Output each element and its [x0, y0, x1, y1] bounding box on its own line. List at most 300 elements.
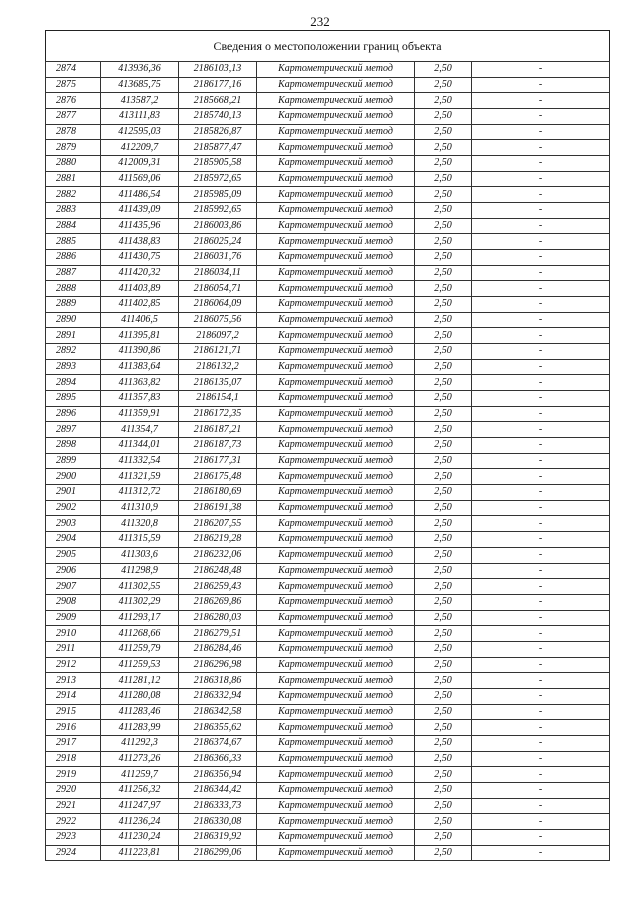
- description-cell: -: [472, 532, 610, 548]
- y-coordinate-cell: 2186284,46: [179, 641, 257, 657]
- table-row: [46, 438, 610, 454]
- description-cell: -: [472, 109, 610, 125]
- table-row: [46, 516, 610, 532]
- description-cell: -: [472, 814, 610, 830]
- method-cell: Картометрический метод: [257, 187, 415, 203]
- table-row: [46, 453, 610, 469]
- description-cell: -: [472, 829, 610, 845]
- x-coordinate-cell: 411303,6: [101, 547, 179, 563]
- x-coordinate-cell: 411569,06: [101, 171, 179, 187]
- x-coordinate-cell: 411438,83: [101, 234, 179, 250]
- y-coordinate-cell: 2186248,48: [179, 563, 257, 579]
- y-coordinate-cell: 2186003,86: [179, 218, 257, 234]
- x-coordinate-cell: 411395,81: [101, 328, 179, 344]
- method-cell: Картометрический метод: [257, 453, 415, 469]
- point-number-cell: 2886: [46, 250, 101, 266]
- point-number-cell: 2874: [46, 62, 101, 78]
- coordinates-table: [45, 61, 610, 861]
- description-cell: -: [472, 140, 610, 156]
- x-coordinate-cell: 411383,64: [101, 359, 179, 375]
- accuracy-cell: 2,50: [415, 438, 472, 454]
- method-cell: Картометрический метод: [257, 438, 415, 454]
- accuracy-cell: 2,50: [415, 312, 472, 328]
- y-coordinate-cell: 2186296,98: [179, 657, 257, 673]
- accuracy-cell: 2,50: [415, 673, 472, 689]
- description-cell: -: [472, 720, 610, 736]
- description-cell: -: [472, 547, 610, 563]
- x-coordinate-cell: 411283,99: [101, 720, 179, 736]
- y-coordinate-cell: 2186319,92: [179, 829, 257, 845]
- method-cell: Картометрический метод: [257, 845, 415, 861]
- method-cell: Картометрический метод: [257, 798, 415, 814]
- y-coordinate-cell: 2186075,56: [179, 312, 257, 328]
- table-row: [46, 626, 610, 642]
- x-coordinate-cell: 411354,7: [101, 422, 179, 438]
- y-coordinate-cell: 2186330,08: [179, 814, 257, 830]
- x-coordinate-cell: 411403,89: [101, 281, 179, 297]
- point-number-cell: 2894: [46, 375, 101, 391]
- table-body: [46, 62, 610, 861]
- method-cell: Картометрический метод: [257, 140, 415, 156]
- description-cell: -: [472, 203, 610, 219]
- point-number-cell: 2881: [46, 171, 101, 187]
- accuracy-cell: 2,50: [415, 469, 472, 485]
- x-coordinate-cell: 411439,09: [101, 203, 179, 219]
- table-row: [46, 814, 610, 830]
- method-cell: Картометрический метод: [257, 829, 415, 845]
- point-number-cell: 2882: [46, 187, 101, 203]
- x-coordinate-cell: 411293,17: [101, 610, 179, 626]
- x-coordinate-cell: 411259,79: [101, 641, 179, 657]
- point-number-cell: 2904: [46, 532, 101, 548]
- method-cell: Картометрический метод: [257, 218, 415, 234]
- point-number-cell: 2919: [46, 767, 101, 783]
- accuracy-cell: 2,50: [415, 297, 472, 313]
- accuracy-cell: 2,50: [415, 547, 472, 563]
- method-cell: Картометрический метод: [257, 422, 415, 438]
- point-number-cell: 2889: [46, 297, 101, 313]
- table-row: [46, 657, 610, 673]
- method-cell: Картометрический метод: [257, 297, 415, 313]
- y-coordinate-cell: 2186172,35: [179, 406, 257, 422]
- accuracy-cell: 2,50: [415, 187, 472, 203]
- description-cell: -: [472, 657, 610, 673]
- description-cell: -: [472, 673, 610, 689]
- accuracy-cell: 2,50: [415, 563, 472, 579]
- accuracy-cell: 2,50: [415, 77, 472, 93]
- description-cell: -: [472, 469, 610, 485]
- point-number-cell: 2918: [46, 751, 101, 767]
- y-coordinate-cell: 2186366,33: [179, 751, 257, 767]
- table-row: [46, 250, 610, 266]
- description-cell: -: [472, 798, 610, 814]
- description-cell: -: [472, 610, 610, 626]
- accuracy-cell: 2,50: [415, 485, 472, 501]
- description-cell: -: [472, 156, 610, 172]
- description-cell: -: [472, 62, 610, 78]
- method-cell: Картометрический метод: [257, 375, 415, 391]
- y-coordinate-cell: 2186342,58: [179, 704, 257, 720]
- accuracy-cell: 2,50: [415, 704, 472, 720]
- y-coordinate-cell: 2186318,86: [179, 673, 257, 689]
- point-number-cell: 2891: [46, 328, 101, 344]
- accuracy-cell: 2,50: [415, 594, 472, 610]
- x-coordinate-cell: 411332,54: [101, 453, 179, 469]
- method-cell: Картометрический метод: [257, 62, 415, 78]
- description-cell: -: [472, 171, 610, 187]
- table-row: [46, 281, 610, 297]
- method-cell: Картометрический метод: [257, 328, 415, 344]
- accuracy-cell: 2,50: [415, 767, 472, 783]
- accuracy-cell: 2,50: [415, 720, 472, 736]
- table-row: [46, 62, 610, 78]
- y-coordinate-cell: 2186025,24: [179, 234, 257, 250]
- method-cell: Картометрический метод: [257, 579, 415, 595]
- table-row: [46, 406, 610, 422]
- x-coordinate-cell: 411268,66: [101, 626, 179, 642]
- y-coordinate-cell: 2185992,65: [179, 203, 257, 219]
- table-row: [46, 845, 610, 861]
- method-cell: Картометрический метод: [257, 485, 415, 501]
- method-cell: Картометрический метод: [257, 344, 415, 360]
- x-coordinate-cell: 411236,24: [101, 814, 179, 830]
- accuracy-cell: 2,50: [415, 735, 472, 751]
- table-row: [46, 547, 610, 563]
- x-coordinate-cell: 412595,03: [101, 124, 179, 140]
- x-coordinate-cell: 411390,86: [101, 344, 179, 360]
- y-coordinate-cell: 2186103,13: [179, 62, 257, 78]
- accuracy-cell: 2,50: [415, 626, 472, 642]
- accuracy-cell: 2,50: [415, 657, 472, 673]
- point-number-cell: 2875: [46, 77, 101, 93]
- y-coordinate-cell: 2185826,87: [179, 124, 257, 140]
- accuracy-cell: 2,50: [415, 610, 472, 626]
- y-coordinate-cell: 2186132,2: [179, 359, 257, 375]
- description-cell: -: [472, 626, 610, 642]
- description-cell: -: [472, 735, 610, 751]
- method-cell: Картометрический метод: [257, 626, 415, 642]
- point-number-cell: 2888: [46, 281, 101, 297]
- method-cell: Картометрический метод: [257, 720, 415, 736]
- y-coordinate-cell: 2186064,09: [179, 297, 257, 313]
- description-cell: -: [472, 751, 610, 767]
- method-cell: Картометрический метод: [257, 547, 415, 563]
- y-coordinate-cell: 2186187,73: [179, 438, 257, 454]
- accuracy-cell: 2,50: [415, 798, 472, 814]
- y-coordinate-cell: 2186097,2: [179, 328, 257, 344]
- method-cell: Картометрический метод: [257, 156, 415, 172]
- point-number-cell: 2922: [46, 814, 101, 830]
- accuracy-cell: 2,50: [415, 532, 472, 548]
- method-cell: Картометрический метод: [257, 406, 415, 422]
- point-number-cell: 2920: [46, 782, 101, 798]
- table-row: [46, 109, 610, 125]
- method-cell: Картометрический метод: [257, 657, 415, 673]
- table-row: [46, 234, 610, 250]
- method-cell: Картометрический метод: [257, 673, 415, 689]
- description-cell: -: [472, 375, 610, 391]
- accuracy-cell: 2,50: [415, 579, 472, 595]
- description-cell: -: [472, 641, 610, 657]
- table-row: [46, 218, 610, 234]
- x-coordinate-cell: 411302,55: [101, 579, 179, 595]
- y-coordinate-cell: 2186034,11: [179, 265, 257, 281]
- y-coordinate-cell: 2186031,76: [179, 250, 257, 266]
- point-number-cell: 2916: [46, 720, 101, 736]
- x-coordinate-cell: 411430,75: [101, 250, 179, 266]
- y-coordinate-cell: 2186333,73: [179, 798, 257, 814]
- y-coordinate-cell: 2186135,07: [179, 375, 257, 391]
- description-cell: -: [472, 391, 610, 407]
- method-cell: Картометрический метод: [257, 735, 415, 751]
- y-coordinate-cell: 2186054,71: [179, 281, 257, 297]
- point-number-cell: 2901: [46, 485, 101, 501]
- method-cell: Картометрический метод: [257, 359, 415, 375]
- description-cell: -: [472, 782, 610, 798]
- y-coordinate-cell: 2186259,43: [179, 579, 257, 595]
- description-cell: -: [472, 265, 610, 281]
- x-coordinate-cell: 411223,81: [101, 845, 179, 861]
- y-coordinate-cell: 2186355,62: [179, 720, 257, 736]
- y-coordinate-cell: 2185668,21: [179, 93, 257, 109]
- table-row: [46, 171, 610, 187]
- x-coordinate-cell: 413587,2: [101, 93, 179, 109]
- x-coordinate-cell: 411302,29: [101, 594, 179, 610]
- description-cell: -: [472, 422, 610, 438]
- point-number-cell: 2877: [46, 109, 101, 125]
- x-coordinate-cell: 411435,96: [101, 218, 179, 234]
- description-cell: -: [472, 688, 610, 704]
- method-cell: Картометрический метод: [257, 281, 415, 297]
- accuracy-cell: 2,50: [415, 62, 472, 78]
- description-cell: -: [472, 406, 610, 422]
- x-coordinate-cell: 411280,08: [101, 688, 179, 704]
- table-row: [46, 751, 610, 767]
- description-cell: -: [472, 77, 610, 93]
- point-number-cell: 2900: [46, 469, 101, 485]
- table-row: [46, 579, 610, 595]
- accuracy-cell: 2,50: [415, 391, 472, 407]
- y-coordinate-cell: 2185972,65: [179, 171, 257, 187]
- accuracy-cell: 2,50: [415, 109, 472, 125]
- point-number-cell: 2923: [46, 829, 101, 845]
- accuracy-cell: 2,50: [415, 422, 472, 438]
- table-row: [46, 500, 610, 516]
- description-cell: -: [472, 297, 610, 313]
- method-cell: Картометрический метод: [257, 77, 415, 93]
- table-row: [46, 328, 610, 344]
- y-coordinate-cell: 2185985,09: [179, 187, 257, 203]
- table-row: [46, 391, 610, 407]
- table-row: [46, 767, 610, 783]
- accuracy-cell: 2,50: [415, 453, 472, 469]
- accuracy-cell: 2,50: [415, 218, 472, 234]
- description-cell: -: [472, 187, 610, 203]
- point-number-cell: 2876: [46, 93, 101, 109]
- description-cell: -: [472, 250, 610, 266]
- table-row: [46, 829, 610, 845]
- accuracy-cell: 2,50: [415, 93, 472, 109]
- point-number-cell: 2902: [46, 500, 101, 516]
- table-row: [46, 124, 610, 140]
- method-cell: Картометрический метод: [257, 171, 415, 187]
- table-title: Сведения о местоположении границ объекта: [45, 30, 610, 61]
- y-coordinate-cell: 2185740,13: [179, 109, 257, 125]
- accuracy-cell: 2,50: [415, 328, 472, 344]
- point-number-cell: 2880: [46, 156, 101, 172]
- description-cell: -: [472, 234, 610, 250]
- x-coordinate-cell: 411247,97: [101, 798, 179, 814]
- y-coordinate-cell: 2186207,55: [179, 516, 257, 532]
- x-coordinate-cell: 413936,36: [101, 62, 179, 78]
- table-row: [46, 469, 610, 485]
- accuracy-cell: 2,50: [415, 516, 472, 532]
- method-cell: Картометрический метод: [257, 516, 415, 532]
- table-row: [46, 93, 610, 109]
- y-coordinate-cell: 2186175,48: [179, 469, 257, 485]
- y-coordinate-cell: 2185877,47: [179, 140, 257, 156]
- description-cell: -: [472, 281, 610, 297]
- table-row: [46, 312, 610, 328]
- point-number-cell: 2907: [46, 579, 101, 595]
- table-row: [46, 532, 610, 548]
- description-cell: -: [472, 485, 610, 501]
- table-row: [46, 720, 610, 736]
- point-number-cell: 2914: [46, 688, 101, 704]
- y-coordinate-cell: 2186356,94: [179, 767, 257, 783]
- x-coordinate-cell: 411281,12: [101, 673, 179, 689]
- accuracy-cell: 2,50: [415, 203, 472, 219]
- point-number-cell: 2913: [46, 673, 101, 689]
- x-coordinate-cell: 413111,83: [101, 109, 179, 125]
- description-cell: -: [472, 453, 610, 469]
- table-row: [46, 798, 610, 814]
- description-cell: -: [472, 438, 610, 454]
- accuracy-cell: 2,50: [415, 406, 472, 422]
- point-number-cell: 2883: [46, 203, 101, 219]
- table-row: [46, 422, 610, 438]
- x-coordinate-cell: 411298,9: [101, 563, 179, 579]
- method-cell: Картометрический метод: [257, 563, 415, 579]
- x-coordinate-cell: 411344,01: [101, 438, 179, 454]
- accuracy-cell: 2,50: [415, 375, 472, 391]
- method-cell: Картометрический метод: [257, 532, 415, 548]
- accuracy-cell: 2,50: [415, 359, 472, 375]
- table-row: [46, 673, 610, 689]
- description-cell: -: [472, 845, 610, 861]
- method-cell: Картометрический метод: [257, 109, 415, 125]
- description-cell: -: [472, 500, 610, 516]
- x-coordinate-cell: 411259,7: [101, 767, 179, 783]
- description-cell: -: [472, 312, 610, 328]
- point-number-cell: 2911: [46, 641, 101, 657]
- y-coordinate-cell: 2186299,06: [179, 845, 257, 861]
- y-coordinate-cell: 2186177,16: [179, 77, 257, 93]
- accuracy-cell: 2,50: [415, 829, 472, 845]
- method-cell: Картометрический метод: [257, 782, 415, 798]
- y-coordinate-cell: 2186177,31: [179, 453, 257, 469]
- accuracy-cell: 2,50: [415, 250, 472, 266]
- description-cell: -: [472, 124, 610, 140]
- y-coordinate-cell: 2186187,21: [179, 422, 257, 438]
- point-number-cell: 2906: [46, 563, 101, 579]
- description-cell: -: [472, 767, 610, 783]
- method-cell: Картометрический метод: [257, 814, 415, 830]
- table-row: [46, 641, 610, 657]
- description-cell: -: [472, 328, 610, 344]
- y-coordinate-cell: 2186344,42: [179, 782, 257, 798]
- y-coordinate-cell: 2186280,03: [179, 610, 257, 626]
- table-row: [46, 359, 610, 375]
- x-coordinate-cell: 411273,26: [101, 751, 179, 767]
- table-row: [46, 156, 610, 172]
- point-number-cell: 2893: [46, 359, 101, 375]
- boundary-table-frame: [45, 30, 610, 861]
- method-cell: Картометрический метод: [257, 203, 415, 219]
- description-cell: -: [472, 218, 610, 234]
- accuracy-cell: 2,50: [415, 845, 472, 861]
- description-cell: -: [472, 579, 610, 595]
- accuracy-cell: 2,50: [415, 140, 472, 156]
- point-number-cell: 2885: [46, 234, 101, 250]
- accuracy-cell: 2,50: [415, 265, 472, 281]
- y-coordinate-cell: 2186154,1: [179, 391, 257, 407]
- method-cell: Картометрический метод: [257, 500, 415, 516]
- description-cell: -: [472, 594, 610, 610]
- y-coordinate-cell: 2186332,94: [179, 688, 257, 704]
- table-row: [46, 140, 610, 156]
- point-number-cell: 2905: [46, 547, 101, 563]
- method-cell: Картометрический метод: [257, 250, 415, 266]
- table-row: [46, 297, 610, 313]
- point-number-cell: 2890: [46, 312, 101, 328]
- x-coordinate-cell: 411259,53: [101, 657, 179, 673]
- point-number-cell: 2887: [46, 265, 101, 281]
- accuracy-cell: 2,50: [415, 124, 472, 140]
- accuracy-cell: 2,50: [415, 156, 472, 172]
- table-row: [46, 265, 610, 281]
- description-cell: -: [472, 93, 610, 109]
- table-row: [46, 688, 610, 704]
- accuracy-cell: 2,50: [415, 751, 472, 767]
- point-number-cell: 2903: [46, 516, 101, 532]
- x-coordinate-cell: 412209,7: [101, 140, 179, 156]
- method-cell: Картометрический метод: [257, 641, 415, 657]
- point-number-cell: 2924: [46, 845, 101, 861]
- point-number-cell: 2892: [46, 344, 101, 360]
- point-number-cell: 2910: [46, 626, 101, 642]
- table-row: [46, 782, 610, 798]
- point-number-cell: 2899: [46, 453, 101, 469]
- y-coordinate-cell: 2186374,67: [179, 735, 257, 751]
- point-number-cell: 2917: [46, 735, 101, 751]
- x-coordinate-cell: 412009,31: [101, 156, 179, 172]
- method-cell: Картометрический метод: [257, 234, 415, 250]
- y-coordinate-cell: 2186269,86: [179, 594, 257, 610]
- point-number-cell: 2884: [46, 218, 101, 234]
- accuracy-cell: 2,50: [415, 782, 472, 798]
- x-coordinate-cell: 411320,8: [101, 516, 179, 532]
- method-cell: Картометрический метод: [257, 767, 415, 783]
- description-cell: -: [472, 563, 610, 579]
- accuracy-cell: 2,50: [415, 641, 472, 657]
- x-coordinate-cell: 411315,59: [101, 532, 179, 548]
- method-cell: Картометрический метод: [257, 704, 415, 720]
- table-row: [46, 203, 610, 219]
- y-coordinate-cell: 2186219,28: [179, 532, 257, 548]
- x-coordinate-cell: 411283,46: [101, 704, 179, 720]
- table-row: [46, 735, 610, 751]
